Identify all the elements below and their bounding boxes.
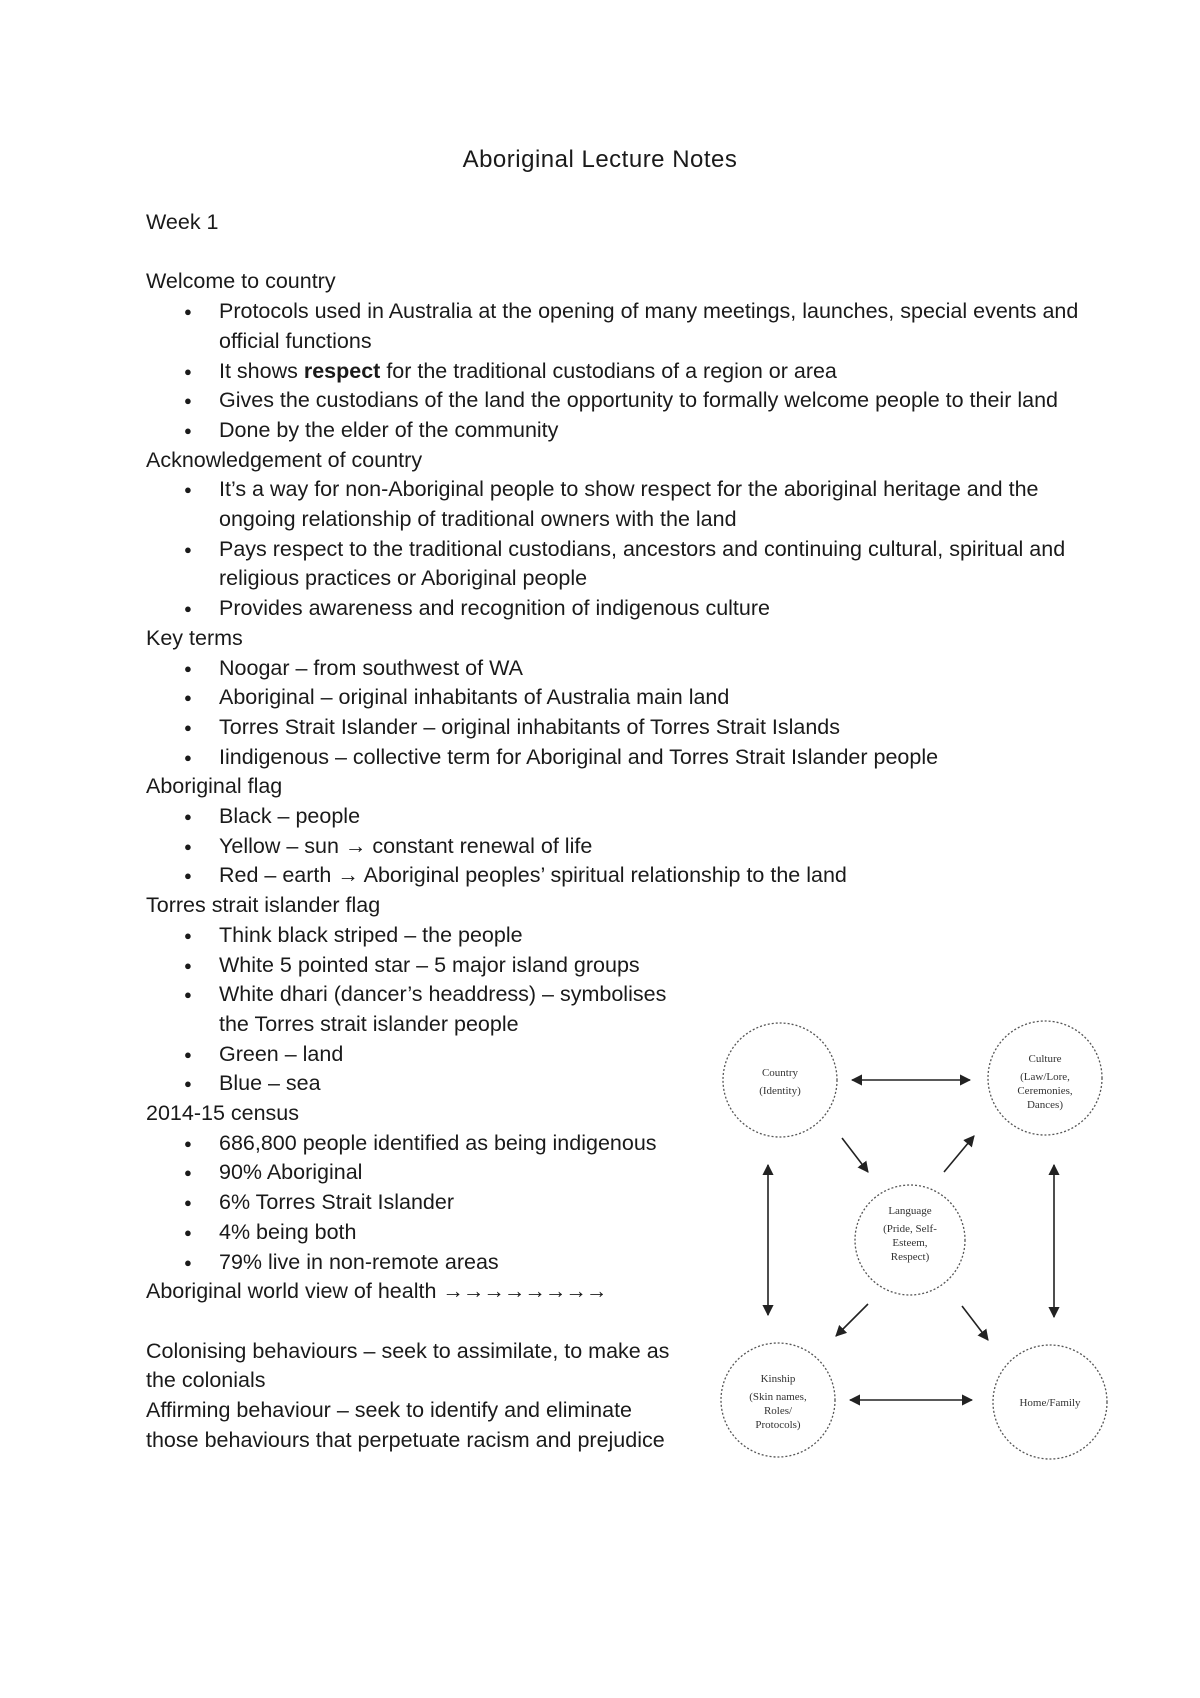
list-item: ● 686,800 people identified as being indigenous	[146, 1129, 1076, 1159]
page-title: Aboriginal Lecture Notes	[462, 146, 738, 173]
colonising-text: Colonising behaviours – seek to assimilate, to make as the colonials	[146, 1338, 670, 1393]
welcome-list	[146, 297, 1079, 446]
arrow-country-language	[842, 1138, 868, 1172]
arrow-icon: →→→→→→→→	[442, 1279, 607, 1304]
affirming-text: Affirming behaviour – seek to identify and eliminate those behaviours that perpetuate racism and prejudice	[146, 1398, 665, 1452]
culture-sub: (Law/Lore,	[1020, 1071, 1070, 1083]
language-sub: Respect)	[890, 1251, 930, 1263]
kinship-sub: Roles/	[763, 1405, 793, 1417]
list-item: ● Aboriginal – original inhabitants of Australia main land	[146, 683, 1076, 713]
home-label: Home/Family	[1019, 1397, 1081, 1409]
acknowledgement-heading: Acknowledgement of country	[146, 447, 423, 472]
aboriginal-flag-list	[146, 802, 1076, 891]
kinship-sub: Protocols)	[755, 1419, 801, 1431]
list-item: ● Black – people	[146, 802, 1076, 832]
culture-label: Culture	[1028, 1053, 1062, 1065]
kinship-label: Kinship	[760, 1373, 796, 1385]
week-label: Week 1	[146, 210, 219, 234]
kinship-sub: (Skin names,	[749, 1391, 807, 1403]
list-item: ● Protocols used in Australia at the opening of many meetings, launches, special events and official functions	[146, 297, 1079, 356]
list-item: ● Torres Strait Islander – original inhabitants of Torres Strait Islands	[146, 713, 1076, 743]
list-item: ● Think black striped – the people	[146, 921, 1076, 951]
language-sub: Esteem,	[892, 1237, 928, 1249]
arrow-language-home	[962, 1306, 988, 1340]
list-item: ● Red – earth → Aboriginal peoples’ spiritual relationship to the land	[146, 861, 1076, 891]
list-item: ● Noogar – from southwest of WA	[146, 654, 1076, 684]
culture-sub: Ceremonies,	[1017, 1085, 1073, 1097]
country-circle	[723, 1023, 837, 1137]
aboriginal-flag-heading: Aboriginal flag	[146, 774, 283, 799]
list-item: ● It’s a way for non-Aboriginal people to show respect for the aboriginal heritage and the ongoing relationship of traditional owners with the land	[146, 475, 1064, 534]
list-item: ● Yellow – sun → constant renewal of life	[146, 832, 1076, 862]
list-item: ● Done by the elder of the community	[146, 416, 1076, 446]
list-item: ● 4% being both	[146, 1218, 1076, 1248]
list-item: ● White dhari (dancer’s headdress) – symbolises the Torres strait islander people	[146, 980, 679, 1039]
key-terms-heading: Key terms	[146, 625, 243, 650]
country-sub: (Identity)	[759, 1085, 801, 1097]
list-item: ● White 5 pointed star – 5 major island groups	[146, 951, 1076, 981]
arrow-language-culture	[944, 1136, 974, 1172]
health-world-view-diagram	[700, 1010, 1120, 1470]
language-label: Language	[888, 1205, 932, 1217]
list-item: ● Iindigenous – collective term for Aboriginal and Torres Strait Islander people	[146, 743, 1076, 773]
list-item: ● It shows respect for the traditional custodians of a region or area	[146, 357, 1076, 387]
arrow-language-kinship	[836, 1304, 868, 1336]
language-sub: (Pride, Self-	[883, 1223, 937, 1235]
list-item: ● Green – land	[146, 1040, 1076, 1070]
culture-sub: Dances)	[1026, 1099, 1064, 1111]
country-label: Country	[761, 1067, 799, 1079]
welcome-heading: Welcome to country	[146, 269, 336, 294]
acknowledgement-list	[146, 475, 1076, 624]
torres-flag-heading: Torres strait islander flag	[146, 893, 381, 918]
list-item: ● Provides awareness and recognition of indigenous culture	[146, 594, 1076, 624]
list-item: ● Pays respect to the traditional custodians, ancestors and continuing cultural, spiritual and religious practices or Aboriginal people	[146, 535, 1079, 594]
list-item: ● 90% Aboriginal	[146, 1158, 1076, 1188]
list-item: ● Blue – sea	[146, 1069, 1076, 1099]
census-heading: 2014-15 census	[146, 1101, 299, 1126]
key-terms-list	[146, 654, 1076, 773]
list-item: ● Gives the custodians of the land the opportunity to formally welcome people to their land	[146, 386, 1079, 416]
world-view-heading: Aboriginal world view of health →→→→→→→→	[146, 1279, 607, 1304]
list-item: ● 79% live in non-remote areas	[146, 1248, 1076, 1278]
list-item: ● 6% Torres Strait Islander	[146, 1188, 1076, 1218]
